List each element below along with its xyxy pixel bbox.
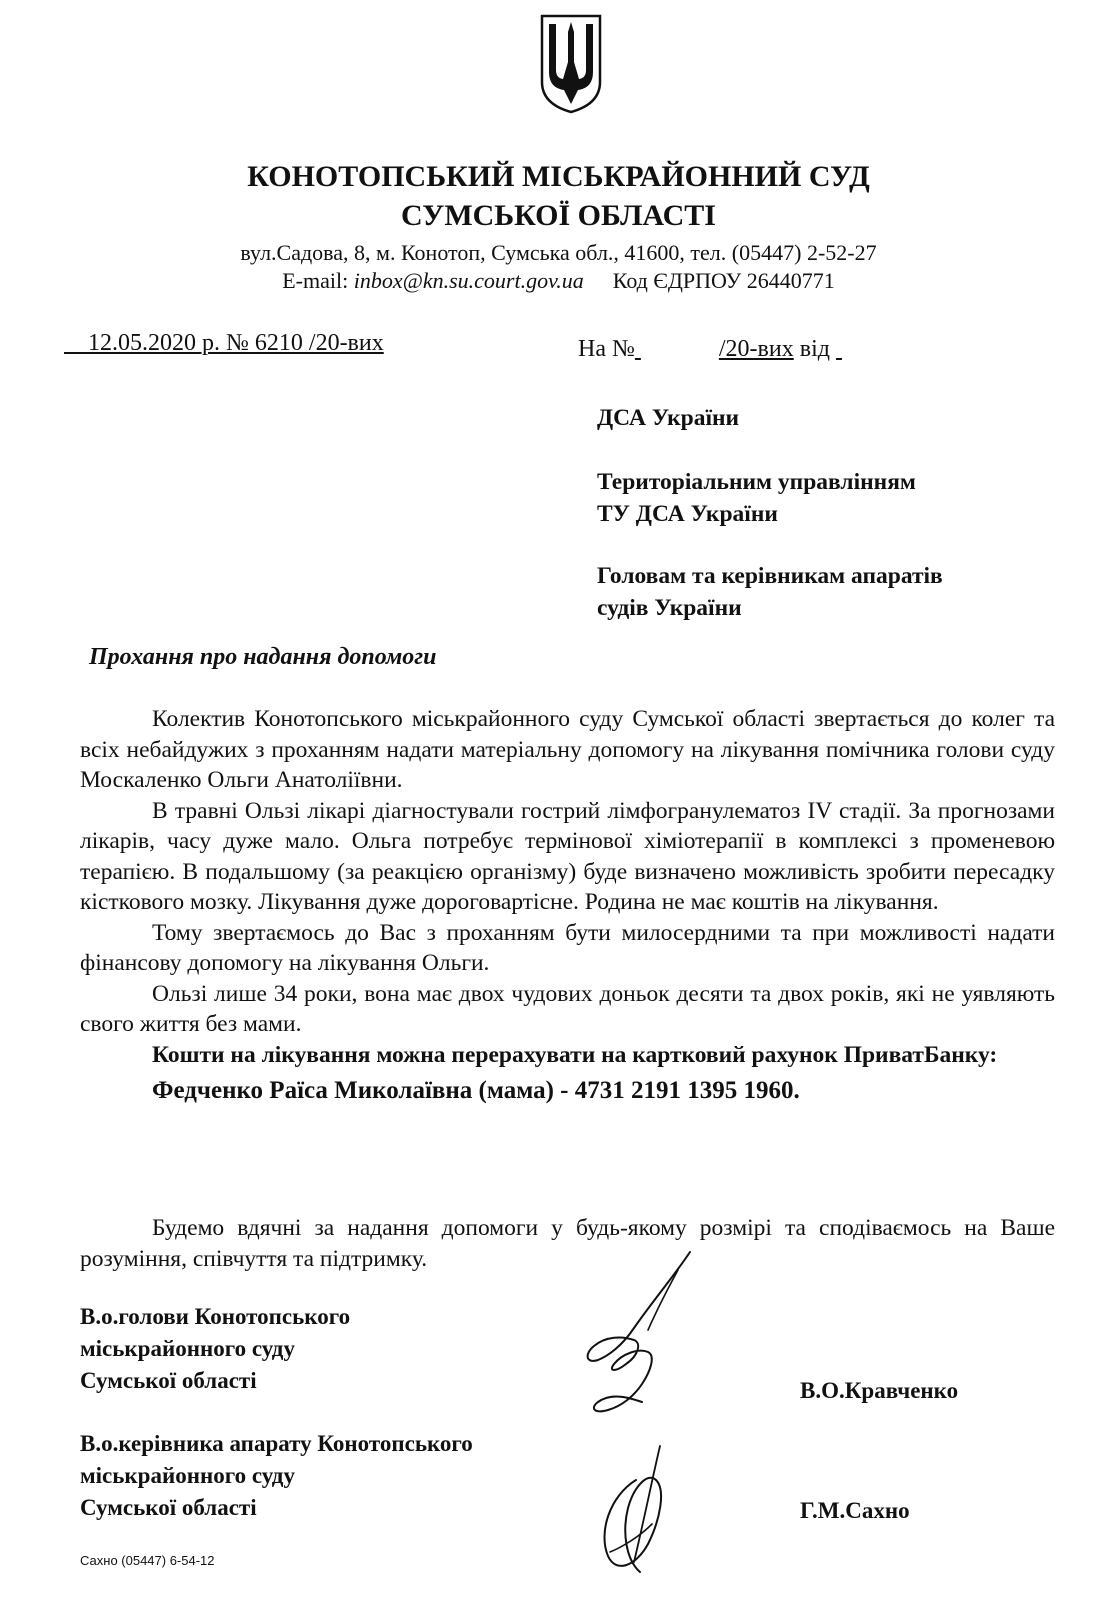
signature-2-icon	[590, 1440, 680, 1580]
bank-account-intro: Кошти на лікування можна перерахувати на картковий рахунок ПриватБанку:	[152, 1041, 998, 1068]
bank-card-details: Федченко Раїса Миколаївна (мама) - 4731 2191 1395 1960.	[152, 1077, 800, 1104]
court-name-line-1: КОНОТОПСЬКИЙ МІСЬКРАЙОННИЙ СУД	[247, 160, 870, 193]
outgoing-registration	[64, 330, 384, 357]
recipient-court-heads: Головам та керівникам апаратів судів України	[597, 563, 943, 621]
reply-reference	[578, 336, 940, 363]
executor-note: Сахно (05447) 6-54-12	[80, 1553, 215, 1568]
signature-1-icon	[578, 1248, 698, 1428]
recipient-dsa: ДСА України	[597, 405, 740, 431]
court-email: inbox@kn.su.court.gov.ua	[353, 268, 584, 293]
signatory-1-name: В.О.Кравченко	[800, 1378, 959, 1403]
court-name-line-2: СУМСЬКОЇ ОБЛАСТІ	[401, 199, 716, 232]
body-paragraph-1: Колектив Конотопського міськрайонного суду Сумської області звертається до колег та всіх небайдужих з проханням надати матеріальну допомогу на лікування помічника голови суду Москаленко Ольги Анатоліївни.	[80, 706, 1055, 793]
letter-body	[80, 704, 1055, 1107]
signatory-2-title: В.о.керівника апарату Конотопського міськрайонного суду Сумської області	[80, 1431, 473, 1520]
body-paragraph-3: Тому звертаємось до Вас з проханням бути милосердними та при можливості надати фінансову допомогу на лікування Ольги.	[80, 919, 1055, 976]
outgoing-number: 12.05.2020 р. № 6210 /20-вих	[88, 330, 384, 356]
reply-from-label: від	[799, 336, 830, 362]
body-paragraph-2: В травні Ользі лікарі діагностували гострий лімфогранулематоз IV стадії. За прогнозами лікарів, часу дуже мало. Ольга потребує термінової хіміотерапії в комплексі з променевою терапією. В подальшому (за реакцією організму) буде визначено можливість зробити пересадку кісткового мозку. Лікування дуже дороговартісне. Родина не має коштів на лікування.	[80, 797, 1055, 915]
email-label: E-mail:	[282, 268, 349, 293]
recipient-territorial-offices: Територіальним управлінням ТУ ДСА України	[597, 469, 916, 527]
coat-of-arms-icon	[536, 12, 606, 115]
edrpou-code: Код ЄДРПОУ 26440771	[612, 268, 835, 293]
reply-prefix: На №	[578, 336, 635, 362]
letter-subject: Прохання про надання допомоги	[89, 644, 437, 670]
signatory-2-name: Г.М.Сахно	[800, 1498, 910, 1523]
court-contacts	[0, 268, 1117, 294]
reply-number: /20-вих	[718, 336, 794, 362]
body-paragraph-4: Ользі лише 34 роки, вона має двох чудових доньок десяти та двох років, які не уявляють свого життя без мами.	[80, 980, 1055, 1037]
court-address: вул.Садова, 8, м. Конотоп, Сумська обл., 41600, тел. (05447) 2-52-27	[240, 240, 877, 265]
signatory-1-title: В.о.голови Конотопського міськрайонного суду Сумської області	[80, 1304, 351, 1393]
closing-paragraph: Будемо вдячні за надання допомоги у будь-якому розмірі та сподіваємось на Ваше розуміння, співчуття та підтримку.	[80, 1215, 1055, 1272]
